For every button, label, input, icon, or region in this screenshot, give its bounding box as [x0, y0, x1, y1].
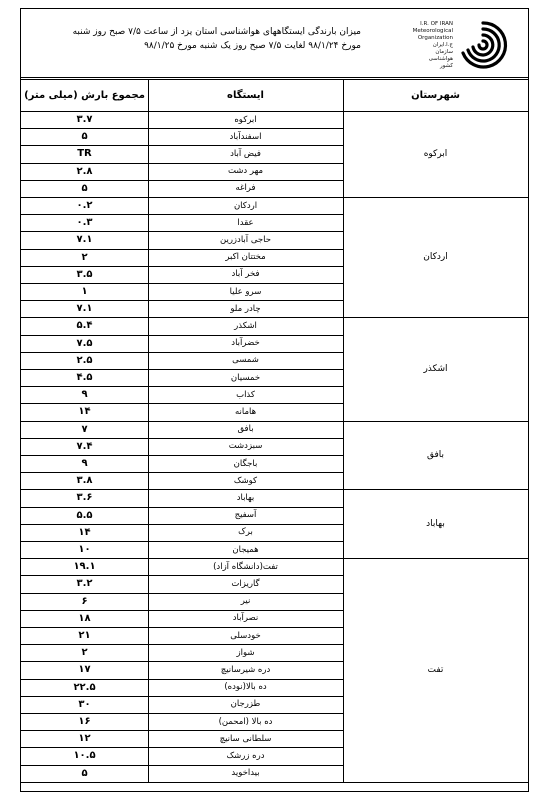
logo-line: هواشناسی [428, 56, 453, 62]
report-title-line: میزان بارندگی ایستگاههای هواشناسی استان یزد از ساعت ۷/۵ صبح روز شنبه [72, 27, 361, 37]
station-name: خضرآباد [231, 338, 260, 349]
rainfall-value: ۵.۵ [76, 509, 93, 521]
rainfall-value: ۲ [81, 251, 88, 263]
station-name: بافق [237, 424, 254, 435]
station-name: ابرکوه [234, 114, 257, 125]
rainfall-value: ۱۶ [78, 716, 91, 728]
rainfall-value: ۶ [81, 595, 88, 607]
report-sheet [20, 8, 529, 792]
rainfall-value: ۱۰ [78, 544, 91, 556]
rainfall-value: ۰.۳ [76, 217, 93, 229]
rainfall-value: ۵ [81, 182, 88, 194]
county-name: تفت [427, 664, 444, 675]
rainfall-table [21, 79, 528, 791]
table-rule [343, 79, 344, 782]
rainfall-value: TR [77, 148, 92, 160]
station-name: باجگان [233, 458, 258, 469]
rainfall-value: ۷.۱ [76, 234, 93, 246]
station-name: مهر دشت [227, 166, 264, 177]
county-name: اشکذر [423, 363, 448, 374]
rainfall-value: ۱۴ [78, 406, 91, 418]
station-name: چادر ملو [230, 303, 261, 314]
station-name: اردکان [233, 200, 258, 211]
station-name: بیداخوید [231, 768, 260, 779]
rainfall-value: ۹ [81, 458, 88, 470]
rainfall-value: ۱۴ [78, 526, 91, 538]
column-header-rainfall: مجموع بارش (میلی متر) [24, 89, 145, 101]
station-name: مختتان اکبر [225, 252, 266, 263]
station-name: فخر آباد [231, 269, 260, 280]
rainfall-value: ۳.۸ [76, 475, 93, 487]
station-name: هامانه [234, 406, 257, 417]
rainfall-value: ۲.۵ [76, 354, 93, 366]
table-rule [21, 782, 528, 783]
station-name: طزرجان [230, 699, 261, 710]
table-rule [21, 79, 528, 80]
county-name: بهاباد [426, 518, 445, 529]
rainfall-value: ۲.۸ [76, 165, 93, 177]
rainfall-value: ۵.۴ [76, 320, 93, 332]
station-name: بهاباد [236, 492, 255, 503]
rainfall-value: ۳.۵ [76, 268, 93, 280]
rainfall-value: ۱۲ [78, 733, 91, 745]
station-name: گاریزات [231, 578, 260, 589]
report-date-line: مورخ ۹۸/۱/۲۴ لغایت ۷/۵ صبح روز یک شنبه مورخ ۹۸/۱/۲۵ [144, 41, 361, 51]
logo-line: Meteorological [412, 28, 453, 34]
station-name: شواز [236, 647, 255, 658]
station-name: خمسیان [230, 372, 261, 383]
rainfall-value: ۱۷ [78, 664, 91, 676]
station-name: شمسی [232, 355, 259, 366]
station-name: حاجی آبادزرین [219, 234, 272, 245]
station-name: کذاب [236, 389, 255, 400]
rainfall-value: ۷ [81, 423, 88, 435]
logo-line: ج.ا.ایران [432, 42, 453, 48]
station-name: سلطانی سانیچ [219, 733, 272, 744]
logo-line: I.R. OF IRAN [420, 21, 453, 27]
rainfall-value: ۵ [81, 131, 88, 143]
rainfall-value: ۴.۵ [76, 372, 93, 384]
rainfall-value: ۷.۴ [76, 440, 93, 452]
rainfall-value: ۲۱ [78, 630, 91, 642]
station-name: آسفیج [234, 510, 257, 521]
station-name: ده بالا(نوده) [224, 682, 267, 693]
station-name: اشکذر [234, 320, 257, 331]
county-name: بافق [426, 449, 445, 460]
station-name: خودسلی [230, 630, 261, 641]
logo-line: سازمان [435, 49, 453, 55]
rainfall-value: ۳.۶ [76, 492, 93, 504]
rainfall-value: ۳.۷ [76, 114, 93, 126]
station-name: سبزدشت [228, 441, 263, 452]
rainfall-value: ۲ [81, 647, 88, 659]
rainfall-value: ۱۹.۱ [73, 561, 96, 573]
meteorological-logo-icon [457, 19, 509, 71]
rainfall-value: ۹ [81, 389, 88, 401]
logo-line: کشور [439, 63, 453, 69]
station-name: کوشک [233, 475, 258, 486]
station-name: اسفندآباد [229, 131, 262, 142]
station-name: فراغه [235, 183, 256, 194]
county-name: اردکان [423, 252, 448, 263]
logo-line: Organization [417, 35, 453, 41]
rainfall-value: ۳۰ [78, 698, 91, 710]
rainfall-value: ۳.۲ [76, 578, 93, 590]
rainfall-value: ۷.۱ [76, 303, 93, 315]
rainfall-value: ۰.۲ [76, 200, 93, 212]
station-name: نیر [240, 596, 251, 607]
report-header [21, 9, 528, 78]
station-name: سرو علیا [229, 286, 262, 297]
logo-text [353, 21, 453, 70]
station-name: دره زرشک [226, 750, 265, 761]
column-header-county: شهرستان [411, 89, 460, 101]
rainfall-value: ۱۰.۵ [73, 750, 96, 762]
organization-logo [353, 17, 513, 73]
header-text [61, 25, 361, 53]
table-rule [148, 79, 149, 782]
rainfall-value: ۷.۵ [76, 337, 93, 349]
station-name: ده بالا (امحمن) [218, 716, 273, 727]
station-name: همیجان [232, 544, 259, 555]
station-name: دره شیرسانیچ [220, 664, 271, 675]
county-name: ابرکوه [423, 149, 448, 159]
station-name: فیض آباد [230, 148, 261, 159]
station-name: نصرآباد [232, 613, 259, 624]
station-name: عقدا [237, 217, 254, 228]
rainfall-value: ۱ [81, 286, 88, 298]
rainfall-value: ۲۲.۵ [73, 681, 96, 693]
station-name: تفت(دانشگاه آزاد) [213, 561, 278, 572]
rainfall-value: ۱۸ [78, 612, 91, 624]
column-header-station: ایستگاه [227, 89, 264, 101]
rainfall-value: ۵ [81, 767, 88, 779]
station-name: برک [238, 527, 253, 538]
